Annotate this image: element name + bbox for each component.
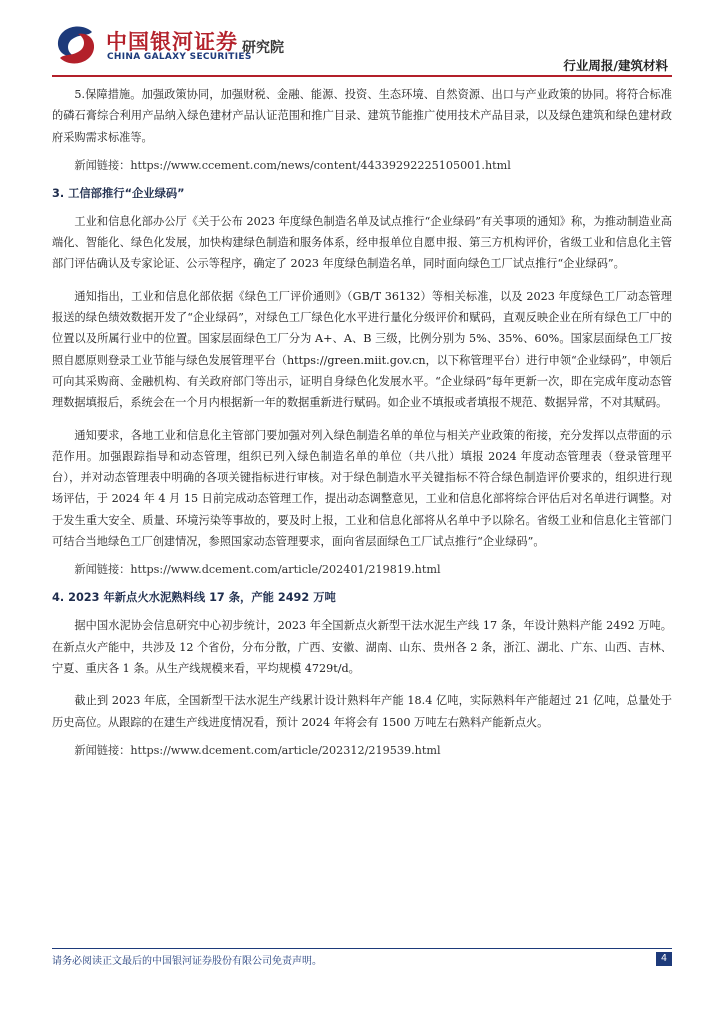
news-link[interactable]: 新闻链接：https://www.ccement.com/news/content/4433929222510500​1.html bbox=[74, 158, 511, 172]
news-link[interactable]: 新闻链接：https://www.dcement.com/article/202312/219539.html bbox=[74, 743, 441, 757]
paragraph: 截止到 2023 年底，全国新型干法水泥生产线累计设计熟料年产能 18.4 亿吨，实际熟料年产能超过 21 亿吨，总量处于历史高位。从跟踪的在建生产线进度情况看，预计 2024 年将会有 1500 万吨左右熟料产能新点火。 bbox=[52, 694, 672, 729]
brand-name-cn: 中国银河证券 bbox=[106, 30, 238, 54]
paragraph: 通知要求，各地工业和信息化主管部门要加强对列入绿色制造名单的单位与相关产业政策的衔接，充分发挥以点带面的示范作用。加强跟踪指导和动态管理，组织已列入绿色制造名单的单位（共八批）填报 2024 年度动态管理表（登录管理平台），并对动态管理表中明确的各项关键指标进行审核。对于绿色制造水平关键指标不符合绿色制造评价要求的，组织进行现场评估，于 2024 年 4 月 15 日前完成动态管理工作，提出动态调整意见，工业和信息化部将综合评估后对名单进行调整。对于发生重大安全、质量、环境污染等事故的，要及时上报，工业和信息化部将从名单中予以除名。省级工业和信息化主管部门可结合当地绿色工厂创建情况，参照国家动态管理要求，面向省层面绿色工厂试点推行“企业绿码”。 bbox=[52, 428, 672, 549]
header-divider bbox=[52, 75, 672, 77]
section-heading-3: 3. 工信部推行“企业绿码” bbox=[52, 186, 185, 200]
page-number: 4 bbox=[656, 952, 672, 966]
main-content bbox=[52, 84, 672, 761]
institute-label: 研究院 bbox=[242, 40, 284, 56]
section-heading-4: 4. 2023 年新点火水泥熟料线 17 条，产能 2492 万吨 bbox=[52, 591, 336, 605]
paragraph-safeguards: 5.保障措施。加强政策协同，加强财税、金融、能源、投资、生态环境、自然资源、出口与产业政策的协同。将符合标准的磷石膏综合利用产品纳入绿色建材产品认证范围和推广目录、建筑节能推广使用技术产品目录，以及绿色建筑和绿色建材政府采购需求标准等。 bbox=[52, 88, 672, 144]
footer-divider bbox=[52, 948, 672, 949]
paragraph: 工业和信息化部办公厅《关于公布 2023 年度绿色制造名单及试点推行“企业绿码”有关事项的通知》称，为推动制造业高端化、智能化、绿色化发展，加快构建绿色制造和服务体系，经申报单位自愿申报、第三方机构评价，省级工业和信息化主管部门评估确认及专家论证、公示等程序，确定了 2023 年度绿色制造名单，同时面向绿色工厂试点推行“企业绿码”。 bbox=[52, 214, 672, 271]
galaxy-logo-icon bbox=[52, 22, 98, 68]
paragraph: 通知指出，工业和信息化部依据《绿色工厂评价通则》（GB/T 36132）等相关标准，以及 2023 年度绿色工厂动态管理报送的绿色绩效数据开发了“企业绿码”，对绿色工厂绿色化水平进行量化分级评价和赋码，直观反映企业在所有绿色工厂中的位置以及所属行业中的位置。国家层面绿色工厂分为 A+、A、B 三级，比例分别为 5%、35%、60%。国家层面绿色工厂按照自愿原则登录工业节能与绿色发展管理平台（https://green.miit.gov.cn，以下称管理平台）进行申领“企业绿码”，申领后可向其采购商、金融机构、有关政府部门等出示，证明自身绿色化发展水平。“企业绿码”每年更新一次，即在完成年度动态管理数据填报后，系统会在一个月内根据新一年的数据重新进行赋码。如企业不填报或者填报不规范、数据异常，不对其赋码。 bbox=[52, 289, 672, 410]
footer-disclaimer: 请务必阅读正文最后的中国银河证券股份有限公司免责声明。 bbox=[52, 956, 322, 967]
paragraph: 据中国水泥协会信息研究中心初步统计，2023 年全国新点火新型干法水泥生产线 17 条，年设计熟料产能 2492 万吨。在新点火产能中，共涉及 12 个省份，分布分散，广西、安徽、湖南、山东、贵州各 2 条，浙江、湖北、广东、山西、吉林、宁夏、重庆各 1 条。从生产线规模来看，平均规模 4729t/d。 bbox=[52, 619, 672, 675]
report-type: 行业周报/建筑材料 bbox=[563, 58, 668, 73]
page-header bbox=[0, 0, 724, 78]
news-link[interactable]: 新闻链接：https://www.dcement.com/article/202401/219819.html bbox=[74, 563, 441, 577]
brand-name-en: CHINA GALAXY SECURITIES bbox=[107, 52, 252, 62]
